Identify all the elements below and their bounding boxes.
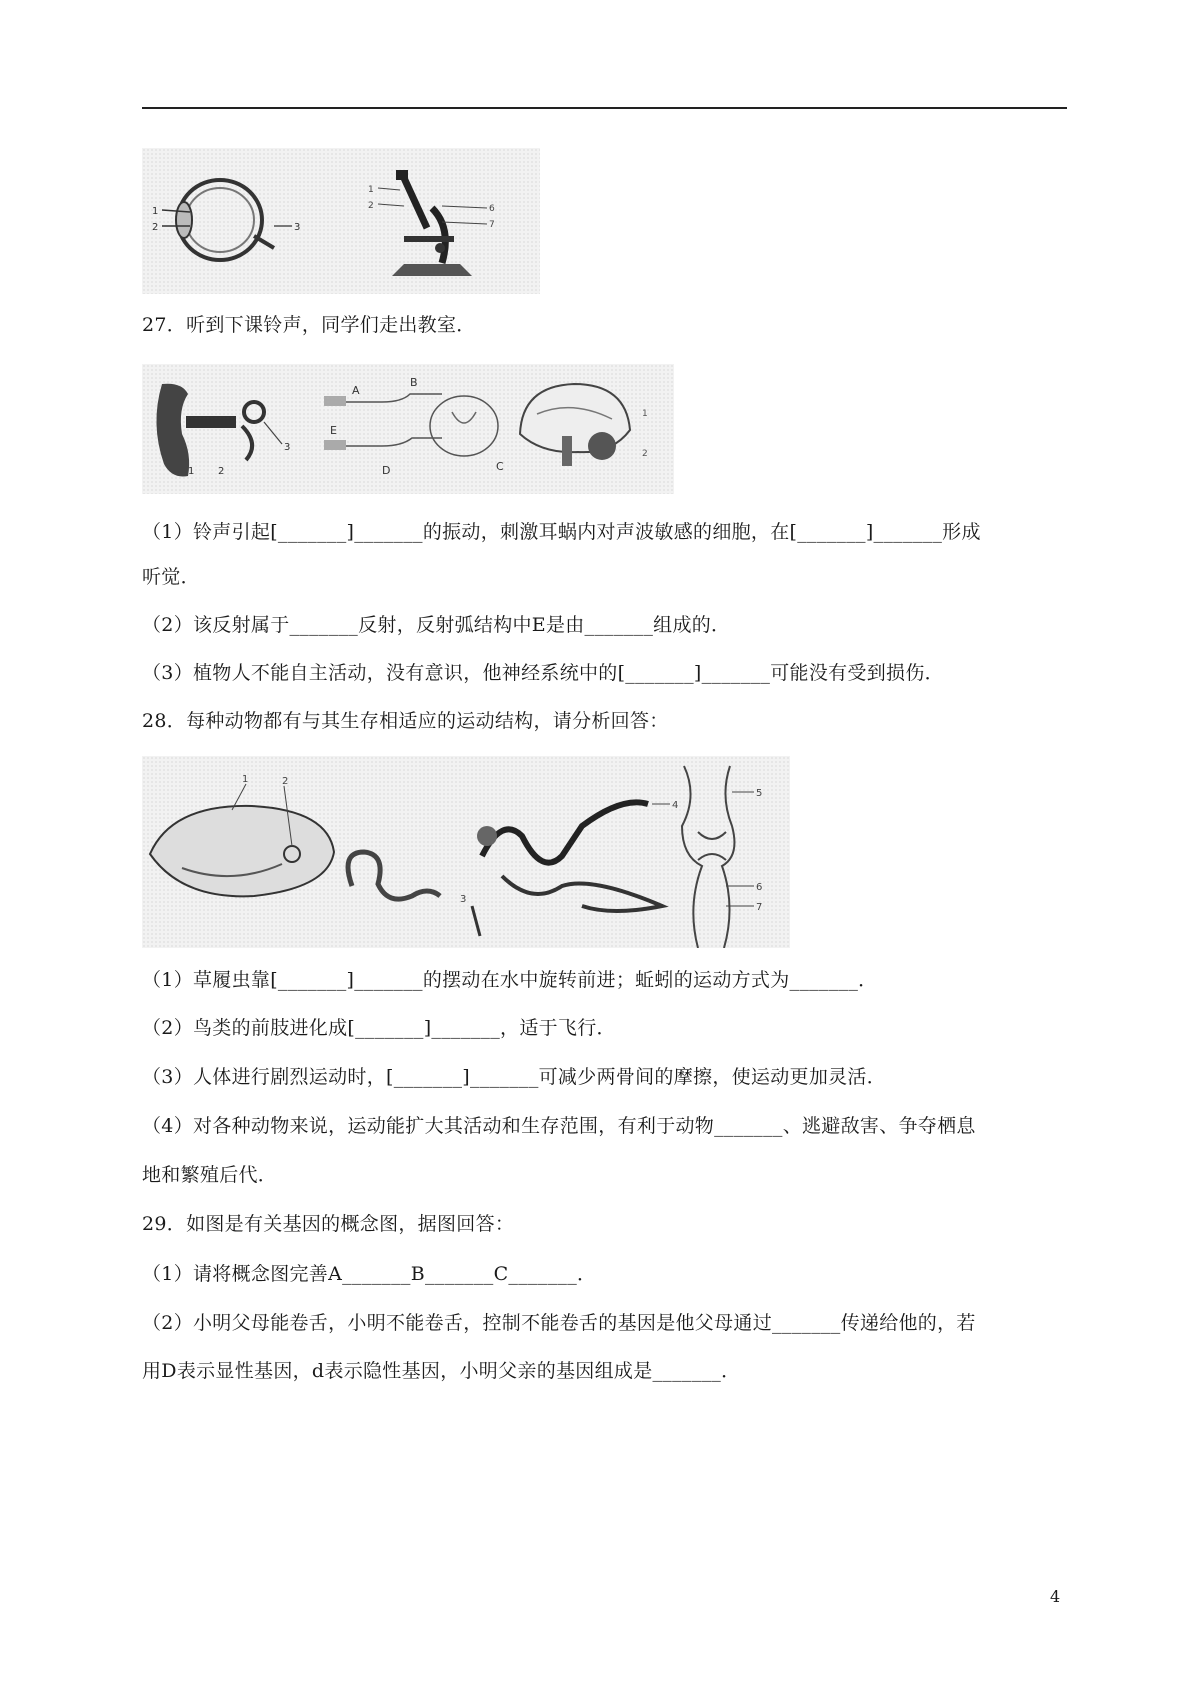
q28-line-1: （1）草履虫靠[_______]_______的摆动在水中旋转前进；蚯蚓的运动方式为_______． (142, 969, 878, 991)
brain-label-1: 1 (642, 409, 648, 419)
ear-label-3: 3 (284, 442, 291, 453)
q29-line-3: 用D表示显性基因，d表示隐性基因，小明父亲的基因组成是_______． (142, 1360, 741, 1382)
q29-title: 29．如图是有关基因的概念图，据图回答： (142, 1213, 515, 1235)
figure-ear-reflex-brain (142, 364, 674, 494)
q28-line-5: 地和繁殖后代． (142, 1164, 278, 1186)
q27-line-3: （2）该反射属于_______反射，反射弧结构中E是由_______组成的． (142, 614, 731, 636)
reflex-label-D: D (382, 464, 391, 477)
scope-label-7: 7 (489, 220, 495, 230)
scope-label-2: 2 (368, 201, 374, 211)
animal-movement-drawing (142, 756, 790, 948)
q29-line-1: （1）请将概念图完善A_______B_______C_______． (142, 1263, 597, 1285)
scope-label-6: 6 (489, 204, 495, 214)
eye-label-1: 1 (152, 206, 159, 217)
animal-label-6: 6 (756, 882, 763, 893)
figure-animal-movement (142, 756, 790, 948)
eye-label-2: 2 (152, 222, 159, 233)
q29-line-2: （2）小明父母能卷舌，小明不能卷舌，控制不能卷舌的基因是他父母通过_______传递给他的，若 (142, 1312, 976, 1334)
eye-label-3: 3 (294, 222, 301, 233)
reflex-label-B: B (410, 376, 418, 389)
animal-label-3: 3 (460, 894, 467, 905)
animal-label-5: 5 (756, 788, 763, 799)
q28-line-4: （4）对各种动物来说，运动能扩大其活动和生存范围，有利于动物_______、逃避敌害、争夺栖息 (142, 1115, 976, 1137)
q27-line-4: （3）植物人不能自主活动，没有意识，他神经系统中的[_______]_______可能没有受到损伤． (142, 662, 944, 684)
q28-title: 28．每种动物都有与其生存相适应的运动结构，请分析回答： (142, 710, 669, 732)
q28-line-3: （3）人体进行剧烈运动时，[_______]_______可减少两骨间的摩擦，使运动更加灵活． (142, 1066, 887, 1088)
q28-line-2: （2）鸟类的前肢进化成[_______]_______，适于飞行． (142, 1017, 616, 1039)
brain-label-2: 2 (642, 449, 648, 459)
animal-label-1: 1 (242, 774, 249, 785)
reflex-label-C: C (496, 460, 504, 473)
eye-microscope-drawing (142, 148, 540, 294)
header-rule (142, 107, 1067, 109)
animal-label-7: 7 (756, 902, 763, 913)
animal-label-2: 2 (282, 776, 289, 787)
q27-title: 27．听到下课铃声，同学们走出教室． (142, 314, 476, 336)
reflex-label-E: E (330, 424, 337, 437)
scope-label-1: 1 (368, 185, 374, 195)
figure-eye-microscope (142, 148, 540, 294)
animal-label-4: 4 (672, 800, 679, 811)
page-number: 4 (1050, 1587, 1061, 1606)
q27-line-2: 听觉． (142, 566, 200, 588)
ear-label-2: 2 (218, 466, 225, 477)
q27-line-1: （1）铃声引起[_______]_______的振动，刺激耳蜗内对声波敏感的细胞，在[_______]_______形成 (142, 521, 981, 543)
reflex-label-A: A (352, 384, 360, 397)
ear-label-1: 1 (188, 466, 195, 477)
ear-reflex-brain-drawing (142, 364, 674, 494)
